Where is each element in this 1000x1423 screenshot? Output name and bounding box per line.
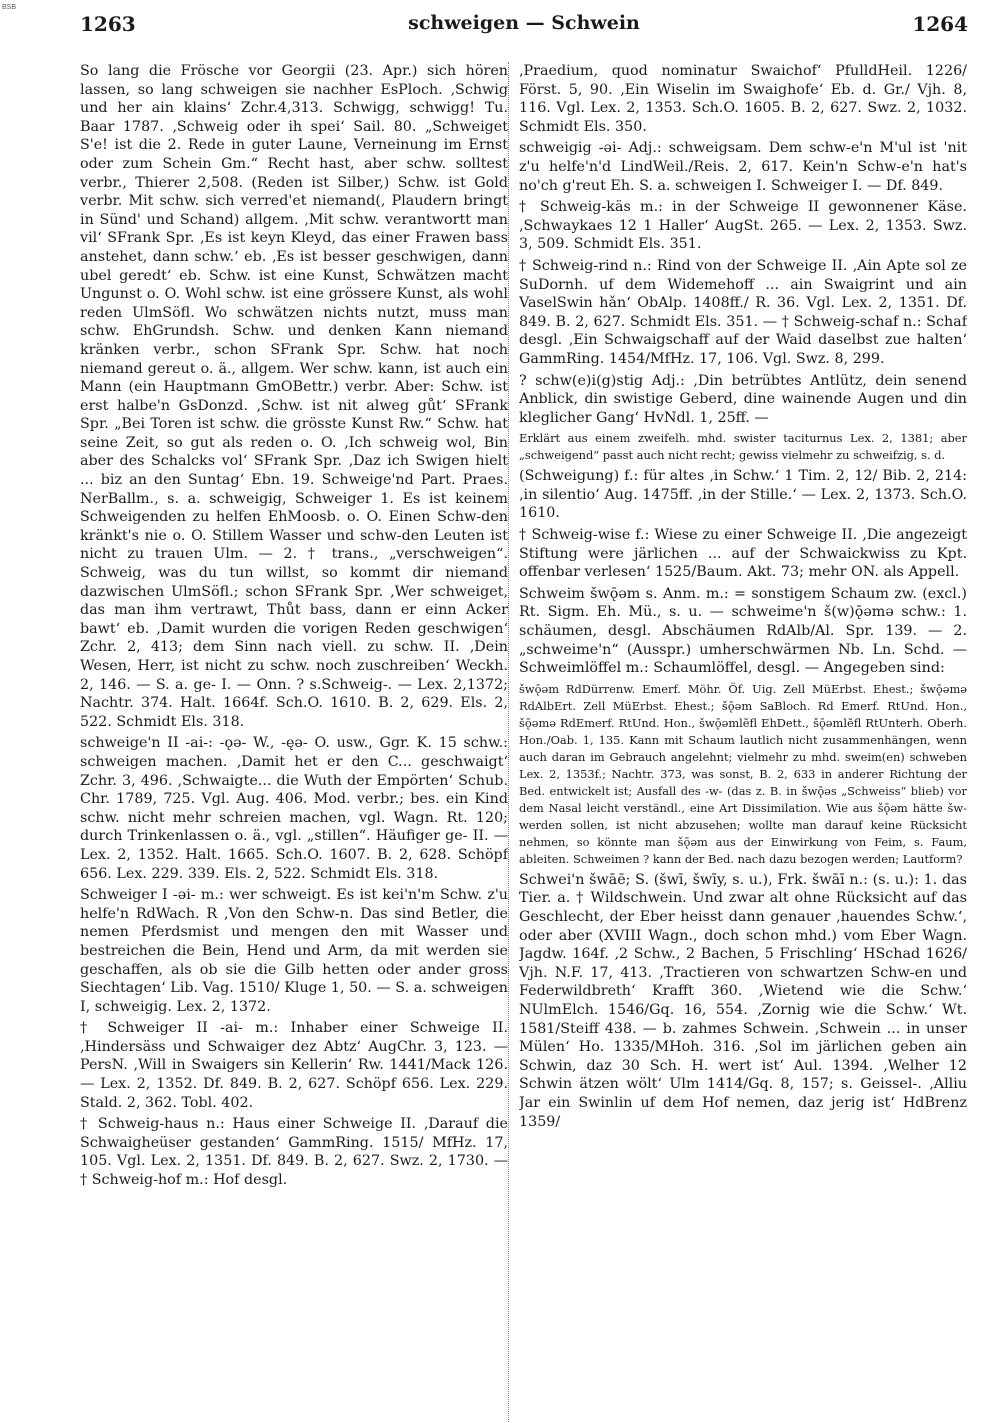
- left-column: [80, 62, 508, 1414]
- right-column: [519, 62, 967, 1414]
- dictionary-entry: † Schweig-käs m.: in der Schweige II gewonnener Käse. ‚Schwaykaes 12 1 Haller‘ AugSt. 265. — Lex. 2, 1353. Swz. 3, 509. Schmidt Els. 351.: [519, 199, 967, 253]
- page-number-left: 1263: [80, 12, 136, 36]
- running-title: schweigen — Schwein: [408, 12, 640, 34]
- column-divider: [508, 62, 509, 1422]
- dictionary-entry: Schwei'n šwāē; S. (šwī, šwīy, s. u.), Frk. šwāī n.: (s. u.): 1. das Tier. a. † Wildschwein. Und zwar alt ohne Rücksicht auf das Geschlecht, der Eber heisst dann genauer ‚hauendes Schw.‘, oder aber (XVIII Wagn., doch schon mhd.) vom Eber Wagn. Jagdw. 164f. ‚2 Schw., 2 Bachen, 5 Frischling‘ HSchad 1626/ Vjh. N.F. 17, 413. ‚Tractieren von schwartzen Schw-en und Federwildbreth‘ Krafft 360. ‚Wietend wie die Schw.‘ NUlmElch. 1546/Gq. 16, 554. ‚Zornig wie die Schw.‘ Wt. 1581/Steiff 438. — b. zahmes Schwein. ‚Schwein ... in unser Mülen‘ Ho. 1335/MHoh. 316. ‚Sol im järlichen geben ain Schwin, daz 30 Sch. H. wert ist‘ Aul. 1394. ‚Welher 12 Schwin ätzen wölt‘ Ulm 1414/Gq. 8, 157; s. Geissel-. ‚Alliu Jar ein Swinlin uf dem Hof nemen, daz jerig ist‘ HdBrenz 1359/: [519, 871, 967, 1130]
- dictionary-entry: (Schweigung) f.: für altes ‚in Schw.‘ 1 Tim. 2, 12/ Bib. 2, 214: ‚in silentio‘ Aug. 1475ff. ‚in der Stille.‘ — Lex. 2, 1373. Sch.O. 1610.: [519, 468, 967, 522]
- dictionary-entry: ? schw(e)i(g)stig Adj.: ‚Din betrübtes Antlütz, dein senend Anblick, din swistige Geberd, dine wainende Augen und din kleglicher Gang‘ HvNdl. 1, 25ff. —: [519, 372, 967, 426]
- library-stamp: BSB: [2, 4, 17, 11]
- dictionary-entry: † Schweig-haus n.: Haus einer Schweige II. ‚Darauf die Schwaigheüser gestanden‘ GammRing. 1515/ MfHz. 17, 105. Vgl. Lex. 2, 1351. Df. 849. B. 2, 627. Swz. 2, 1730. — † Schweig-hof m.: Hof desgl.: [80, 1116, 508, 1189]
- dictionary-entry: ‚Praedium, quod nominatur Swaichof‘ PfulldHeil. 1226/ Först. 5, 90. ‚Ein Wiselin im Swaighofe‘ Eb. d. Gr./ Vjh. 8, 116. Vgl. Lex. 2, 1353. Sch.O. 1605. B. 2, 627. Swz. 2, 1032. Schmidt Els. 350.: [519, 63, 967, 135]
- footnote-paragraph: šwǭəm RdDürrenw. Emerf. Möhr. Öf. Uig. Zell MüErbst. Ehest.; šwǭəmə RdAlbErt. Zell MüErbst. Ehest.; šǭəm SaBloch. Rd Emerf. RtUnd. Hon., šǭəmə RdEmerf. RtUnd. Hon., šwǭəmlĕfl EhDett., šǭəmlĕfl RtUnterh. Oberh. Hon./Oab. 1, 135. Kann mit Schaum lautlich nicht zusammenhängen, wenn auch daran im Gebrauch angelehnt; vielmehr zu mhd. sweim(en) schweben Lex. 2, 1353f.; Nachtr. 373, was sonst, B. 2, 633 in anderer Richtung der Bed. entwickelt ist; Ausfall des -w- (das z. B. in šwǭəs „Schweiss“ blieb) vor dem Nasal leicht verständl., eine Art Dissimilation. Wie aus šǭəm hätte šw- werden sollen, ist nicht abzusehen; wollte man darauf keine Rücksicht nehmen, so könnte man šǭəm aus der Einwirkung von Feim, s. Faum, ableiten. Schweimen ? kann der Bed. nach dazu bezogen werden; Lautform?: [519, 681, 967, 866]
- dictionary-entry: † Schweig-wise f.: Wiese zu einer Schweige II. ‚Die angezeigt Stiftung were järlichen ... auf der Schwaickwiss zu Kpt. offenbar verlesen‘ 1525/Baum. Akt. 73; mehr ON. als Appell.: [519, 527, 967, 581]
- dictionary-entry: Schweim šwǭəm s. Anm. m.: = sonstigem Schaum zw. (excl.) Rt. Sigm. Eh. Mü., s. u. — schweime'n š(w)ǭəmə schw.: 1. schäumen, desgl. Abschäumen RdAlb/Al. Spr. 139. — 2. „schweime'n“ (Ausspr.) umherschwärmen Nb. Ln. Schd. — Schweimlöffel m.: Schaumlöffel, desgl. — Angegeben sind:: [519, 585, 967, 677]
- page-header: [80, 12, 968, 40]
- dictionary-entry: schweigig -əi- Adj.: schweigsam. Dem schw-e'n M'ul ist 'nit z'u helfe'n'd LindWeil./Reis. 2, 617. Kein'n Schw-e'n hat's no'ch g'reut Eh. S. a. schweigen I. Schweiger I. — Df. 849.: [519, 140, 967, 194]
- dictionary-entry: schweige'n II -ai-: -ǫə- W., -ęə- O. usw., Ggr. K. 15 schw.: schweigen machen. ‚Damit het er den C... geschwaigt‘ Zchr. 3, 496. ‚Schwaigte... die Wuth der Empörten‘ Schub. Chr. 1789, 725. Vgl. Aug. 406. Mod. verbr.; bes. ein Kind schw. nicht mehr schreien machen, vgl. Wagn. Rt. 120; durch Trinkenlassen o. ä., vgl. „stillen“. Häufiger ge- II. — Lex. 2, 1352. Halt. 1665. Sch.O. 1607. B. 2, 628. Schöpf 656. Lex. 229. 339. Els. 2, 522. Schmidt Els. 318.: [80, 735, 508, 882]
- dictionary-entry: † Schweiger II -ai- m.: Inhaber einer Schweige II. ‚Hindersäss und Schwaiger dez Abtz‘ AugChr. 3, 123. — PersN. ‚Will in Swaigers sin Kellerin‘ Rw. 1441/Mack 126. — Lex. 2, 1352. Df. 849. B. 2, 627. Schöpf 656. Lex. 229. Stald. 2, 362. Tobl. 402.: [80, 1020, 508, 1111]
- dictionary-entry: Schweiger I -əi- m.: wer schweigt. Es ist kei'n'm Schw. z'u helfe'n RdWach. R ‚Von den Schw-n. Das sind Betler, die nemen Pferdsmist und mengen den mit Wasser und bestreichen die Bein, Hend und Arm, da mit werden sie geschaffen, als ob sie die Gilb hetten oder ander gross Siechtagen‘ Lib. Vag. 1510/ Kluge 1, 50. — S. a. schweigen I, schweigig. Lex. 2, 1372.: [80, 887, 508, 1015]
- dictionary-entry: So lang die Frösche vor Georgii (23. Apr.) sich hören lassen, so lang schweigen sie nachher EsPloch. ‚Schwig und her ain klains‘ Zchr.4,313. Schwigg, schwigg! Tu. Baar 1787. ‚Schweig oder ih spei‘ Sail. 80. „Schweiget S'e! ist die 2. Rede in guter Laune, Verneinung im Ernst oder zum Schein Gm.“ Recht hast, aber schw. solltest verbr., Thierer 2,508. (Reden ist Silber,) Schw. ist Gold verbr. Mit schw. sich verred'et niemand(, Plaudern bringt in Sünd' und Schand) allgem. ‚Mit schw. verantwortt man vil‘ SFrank Spr. ‚Es ist keyn Kleyd, das einer Frawen bass anstehet, dann schw.‘ eb. ‚Es ist besser geschwigen, dann ubel geredt‘ eb. Schw. ist eine Kunst, Schwätzen macht Ungunst o. O. Wohl schw. ist eine grössere Kunst, als wohl reden UlmSöfl. Wo schwätzen nichts nutzt, muss man schw. EhGrundsh. Schw. und denken Kann niemand kränken verbr., schon SFrank Spr. Schw. hat noch niemand gereut o. ä., allgem. Wer schw. kann, ist auch ein Mann (ein Hauptmann GmOBettr.) verbr. Aber: Schw. ist erst halbe'n GsDonzd. ‚Schw. ist nit alweg gůt‘ SFrank Spr. „Bei Toren ist schw. die grösste Kunst Rw.“ Schw. hat seine Zeit, so gut als reden o. O. ‚Ich schweig wol, Bin aber des Schalcks vol‘ SFrank Spr. ‚Daz ich Swigen hielt ... biz an den Suntag‘ Ebn. 19. Schweige'nd Part. Praes. NerBallm., s. a. schweigig, Schweiger 1. Es ist keinem Schweigenden zu helfen EhMoosb. o. O. Einen Schw-den kränkt's nie o. O. Stillem Wasser und schw-den Leuten ist nicht zu trauen Ulm. — 2. † trans., „verschweigen“. Schweig, was du tun willst, so kommt dir niemand dazwischen UlmSöfl.; schon SFrank Spr. ‚Wer schweiget, das man ihm vertrawt, Thůt bass, dann er einn Acker bawt‘ eb. ‚Damit wurden die vorigen Reden geschwigen‘ Zchr. 2, 413; dem Sinn nach viell. zu schw. II. ‚Dein Wesen, Herr, ist nicht zu schw. noch zuschreiben‘ Weckh. 2, 146. — S. a. ge- I. — Onn. ? s.Schweig-. — Lex. 2,1372; Nachtr. 374. Halt. 1664f. Sch.O. 1610. B. 2, 629. Els. 2, 522. Schmidt Els. 318.: [80, 63, 508, 730]
- dictionary-entry: † Schweig-rind n.: Rind von der Schweige II. ‚Ain Apte sol ze SuDornh. uf dem Widemehoff ... ain Swaigrint und ain VaselSwin hǎn‘ ObAlp. 1408ff./ R. 36. Vgl. Lex. 2, 1351. Df. 849. B. 2, 627. Schmidt Els. 351. — † Schweig-schaf n.: Schaf desgl. ‚Ein Schwaigschaff auf der Waid daselbst zue halten‘ GammRing. 1454/MfHz. 17, 106. Vgl. Swz. 8, 299.: [519, 257, 967, 367]
- footnote-paragraph: Erklärt aus einem zweifelh. mhd. swister taciturnus Lex. 2, 1381; aber „schweigend“ passt auch nicht recht; gewiss vielmehr zu schweifzig, s. d.: [519, 431, 967, 463]
- page-number-right: 1264: [912, 12, 968, 36]
